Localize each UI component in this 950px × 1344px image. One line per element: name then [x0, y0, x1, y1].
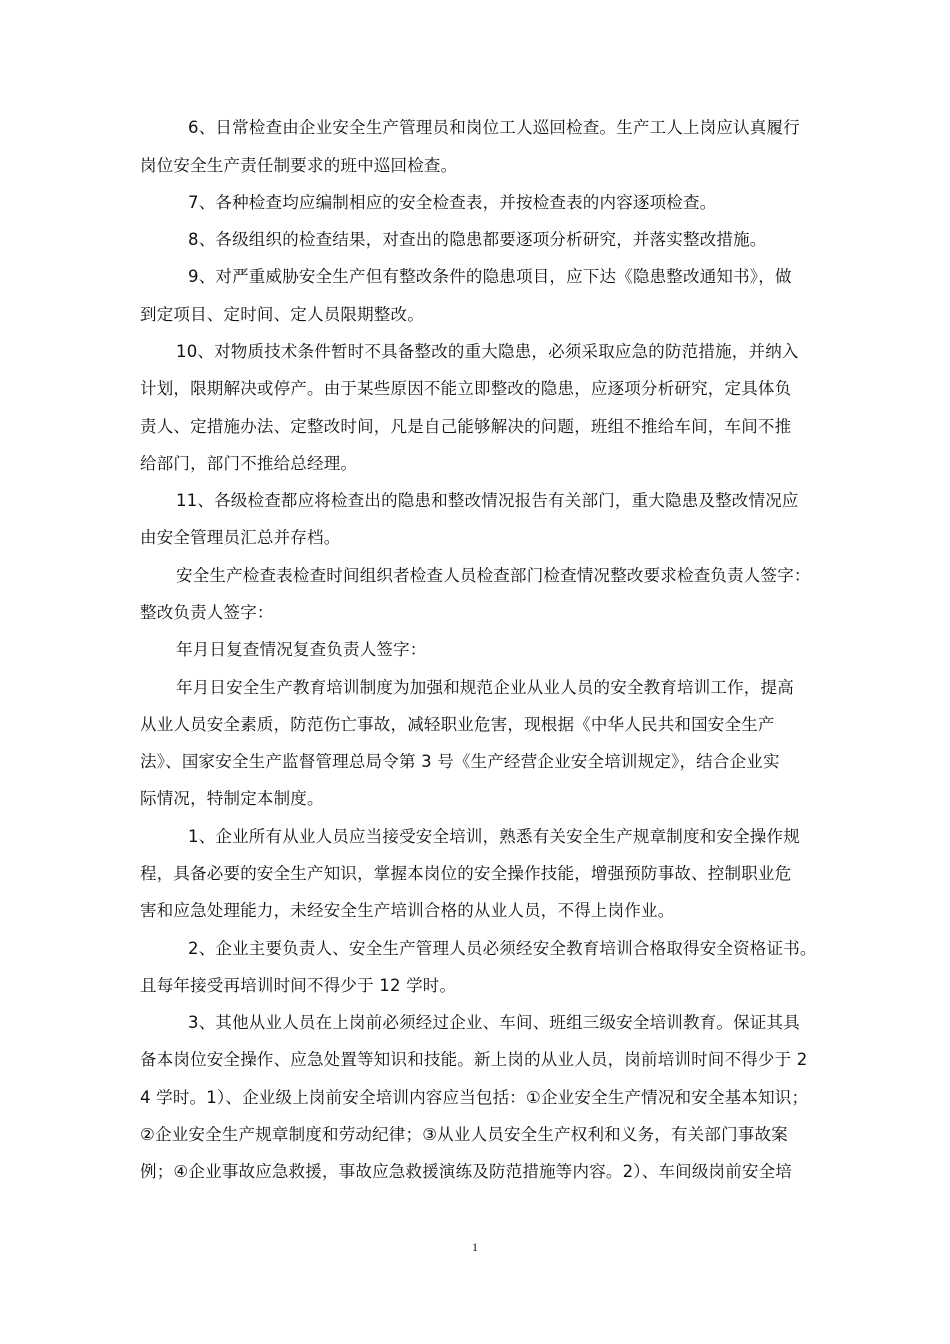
training-intro-line-2: 从业人员安全素质，防范伤亡事故，减轻职业危害，现根据《中华人民共和国安全生产 [140, 715, 775, 734]
training-2-line-2: 且每年接受再培训时间不得少于 12 学时。 [140, 976, 457, 995]
training-intro-line-1: 年月日安全生产教育培训制度为加强和规范企业从业人员的安全教育培训工作，提高 [176, 678, 794, 697]
training-1-line-1: 1、企业所有从业人员应当接受安全培训，熟悉有关安全生产规章制度和安全操作规 [188, 827, 800, 846]
paragraph-11-line-2: 由安全管理员汇总并存档。 [140, 528, 341, 547]
training-intro-line-3: 法》、国家安全生产监督管理总局令第 3 号《生产经营企业安全培训规定》，结合企业实 [140, 752, 780, 771]
paragraph-9-line-1: 9、对严重威胁安全生产但有整改条件的隐患项目，应下达《隐患整改通知书》，做 [188, 267, 792, 286]
checklist-line-2: 整改负责人签字： [140, 603, 274, 622]
paragraph-11-line-1: 11、各级检查都应将检查出的隐患和整改情况报告有关部门，重大隐患及整改情况应 [176, 491, 799, 510]
training-3-line-1: 3、其他从业人员在上岗前必须经过企业、车间、班组三级安全培训教育。保证其具 [188, 1013, 800, 1032]
page-number: 1 [472, 1240, 478, 1254]
paragraph-10-line-4: 给部门，部门不推给总经理。 [140, 454, 358, 473]
review-line: 年月日复查情况复查负责人签字： [176, 640, 427, 659]
paragraph-10-line-3: 责人、定措施办法、定整改时间，凡是自己能够解决的问题，班组不推给车间，车间不推 [140, 417, 792, 436]
training-2-line-1: 2、企业主要负责人、安全生产管理人员必须经安全教育培训合格取得安全资格证书。 [188, 939, 817, 958]
training-3-line-2: 备本岗位安全操作、应急处置等知识和技能。新上岗的从业人员，岗前培训时间不得少于 2 [140, 1050, 808, 1069]
paragraph-9-line-2: 到定项目、定时间、定人员限期整改。 [140, 305, 424, 324]
paragraph-6-line-2: 岗位安全生产责任制要求的班中巡回检查。 [140, 156, 458, 175]
paragraph-6-line-1: 6、日常检查由企业安全生产管理员和岗位工人巡回检查。生产工人上岗应认真履行 [188, 118, 800, 137]
training-1-line-3: 害和应急处理能力，未经安全生产培训合格的从业人员，不得上岗作业。 [140, 901, 675, 920]
training-3-line-4: ②企业安全生产规章制度和劳动纪律；③从业人员安全生产权利和义务，有关部门事故案 [140, 1125, 788, 1144]
training-1-line-2: 程，具备必要的安全生产知识，掌握本岗位的安全操作技能，增强预防事故、控制职业危 [140, 864, 792, 883]
training-intro-line-4: 际情况，特制定本制度。 [140, 789, 324, 808]
paragraph-8-line-1: 8、各级组织的检查结果，对查出的隐患都要逐项分析研究，并落实整改措施。 [188, 230, 767, 249]
paragraph-10-line-2: 计划，限期解决或停产。由于某些原因不能立即整改的隐患，应逐项分析研究，定具体负 [140, 379, 792, 398]
training-3-line-3: 4 学时。1）、企业级上岗前安全培训内容应当包括：①企业安全生产情况和安全基本知识； [140, 1088, 809, 1107]
paragraph-10-line-1: 10、对物质技术条件暂时不具备整改的重大隐患，必须采取应急的防范措施，并纳入 [176, 342, 799, 361]
paragraph-7-line-1: 7、各种检查均应编制相应的安全检查表，并按检查表的内容逐项检查。 [188, 193, 717, 212]
checklist-line-1: 安全生产检查表检查时间组织者检查人员检查部门检查情况整改要求检查负责人签字： [176, 566, 811, 585]
training-3-line-5: 例；④企业事故应急救援，事故应急救援演练及防范措施等内容。2）、车间级岗前安全培 [140, 1162, 793, 1181]
